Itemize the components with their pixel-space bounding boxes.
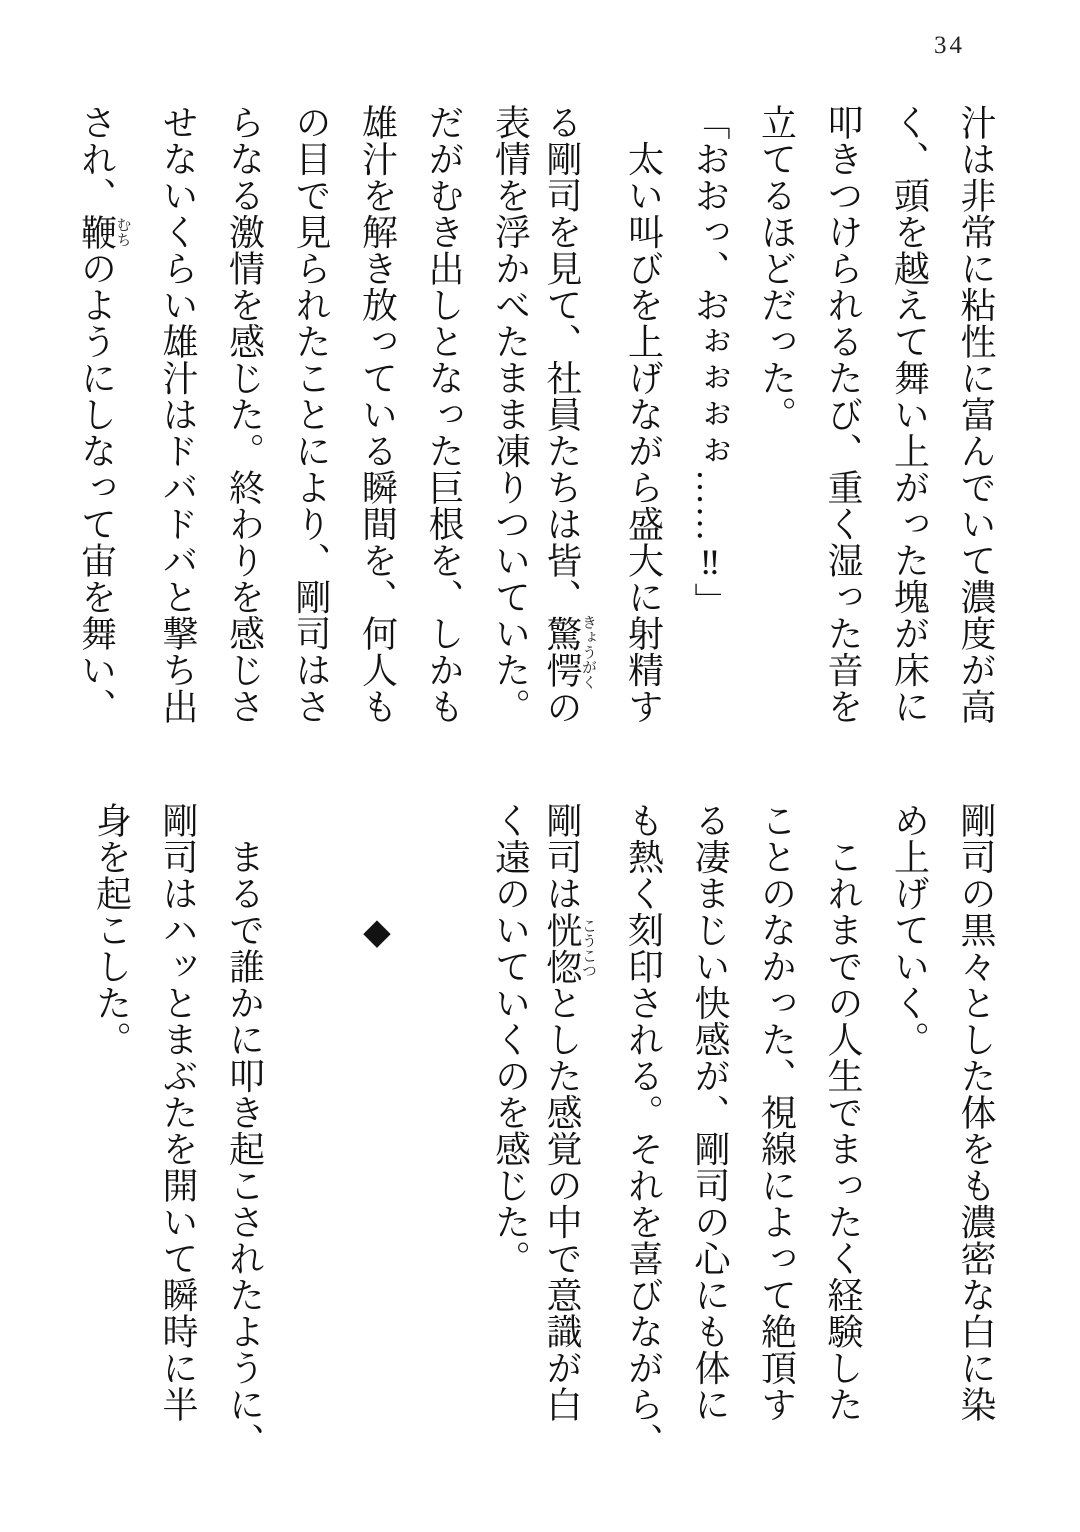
text-column: 「おおっ、おぉぉぉぉ……‼」 [690,104,730,619]
text-column: ことのなかった、視線によって絶頂す [756,802,797,1423]
page-number: 34 [934,32,965,59]
furigana-annotation: 驚愕きょうがく [542,614,596,690]
section-separator-diamond: ◆ [357,802,398,953]
text-column: 表情を浮かべたまま凍りついていた。 [490,104,531,725]
text-column: らなる激情を感じた。終わりを感じさ [224,104,265,725]
furigana-annotation: 恍惚こうこつ [542,911,596,985]
text-column: され、鞭むちのようにしなって宙を舞い、 [76,104,131,725]
text-column: く、頭を越えて舞い上がった塊が床に [889,104,930,725]
text-column: 汁は非常に粘性に富んでいて濃度が高 [956,104,996,725]
blank-column [292,802,330,1467]
text-column: 立てるほどだった。 [756,104,797,433]
text-column: る凄まじい快感が、剛司の心にも体に [690,802,730,1423]
text-column: め上げていく。 [889,802,930,1058]
text-column: せないくらい雄汁はドバドバと撃ち出 [158,104,198,725]
text-column: の目で見られたことにより、剛司はさ [291,104,331,725]
text-column: 剛司は恍惚こうこつとした感覚の中で意識が白 [542,802,596,1423]
blank-column [425,802,463,1467]
text-column: る剛司を見て、社員たちは皆、驚愕きょうがくの [542,104,596,726]
text-column: 身を起こした。 [91,802,132,1058]
text-column: 剛司の黒々とした体をも濃密な白に染 [956,802,996,1423]
text-column: も熱く刻印される。それを喜びながら、 [623,802,664,1459]
text-column: まるで誰かに叩き起こされたように、 [224,802,265,1459]
text-column: 剛司はハッとまぶたを開いて瞬時に半 [158,802,198,1423]
top-text-block [76,104,996,728]
text-column: 太い叫びを上げながら盛大に射精す [623,104,664,725]
bottom-text-block [93,802,996,1467]
text-column: 叩きつけられるたび、重く湿った音を [823,104,863,725]
furigana-annotation: 鞭むち [76,213,131,250]
text-column: これまでの人生でまったく経験した [823,802,863,1423]
text-column: 雄汁を解き放っている瞬間を、何人も [357,104,398,725]
text-column: だがむき出しとなった巨根を、しかも [424,104,464,725]
text-column: く遠のいていくのを感じた。 [490,802,531,1277]
